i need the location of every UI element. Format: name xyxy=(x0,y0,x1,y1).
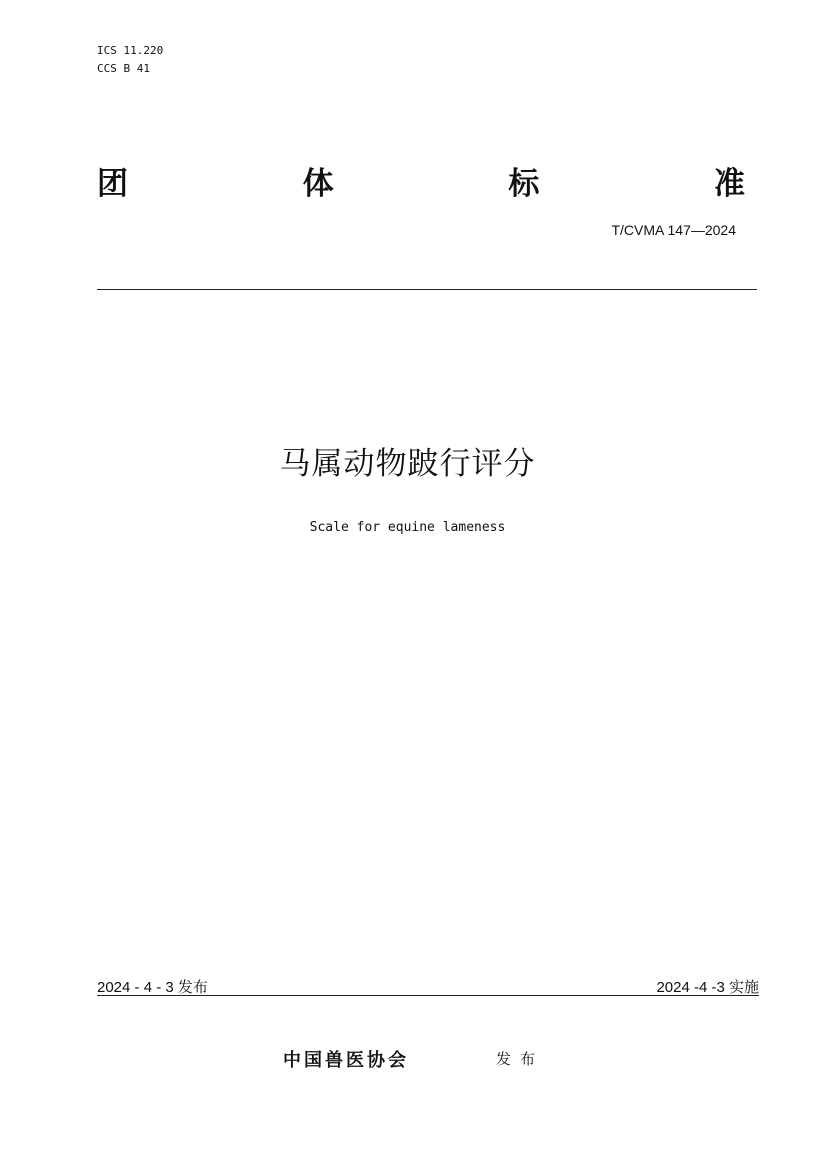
top-divider xyxy=(97,289,757,290)
standard-type-heading xyxy=(97,158,745,202)
implementation-date: 2024 -4 -3 实施 xyxy=(656,979,759,996)
ccs-code: CCS B 41 xyxy=(97,62,150,75)
standard-type-char: 体 xyxy=(302,165,334,202)
standard-type-char: 团 xyxy=(97,165,128,202)
standard-type-char: 准 xyxy=(713,165,745,202)
classification-codes xyxy=(97,42,163,78)
bottom-divider xyxy=(97,995,759,996)
publish-label: 发布 xyxy=(496,1050,545,1068)
title-english: Scale for equine lameness xyxy=(309,520,506,535)
standard-type-char: 标 xyxy=(508,165,540,202)
standard-number: T/CVMA 147—2024 xyxy=(611,222,736,238)
issue-date: 2024 - 4 - 3 发布 xyxy=(97,979,208,996)
ics-code: ICS 11.220 xyxy=(97,44,164,57)
publisher-name: 中国兽医协会 xyxy=(283,1050,409,1071)
title-chinese: 马属动物跛行评分 xyxy=(279,446,536,482)
